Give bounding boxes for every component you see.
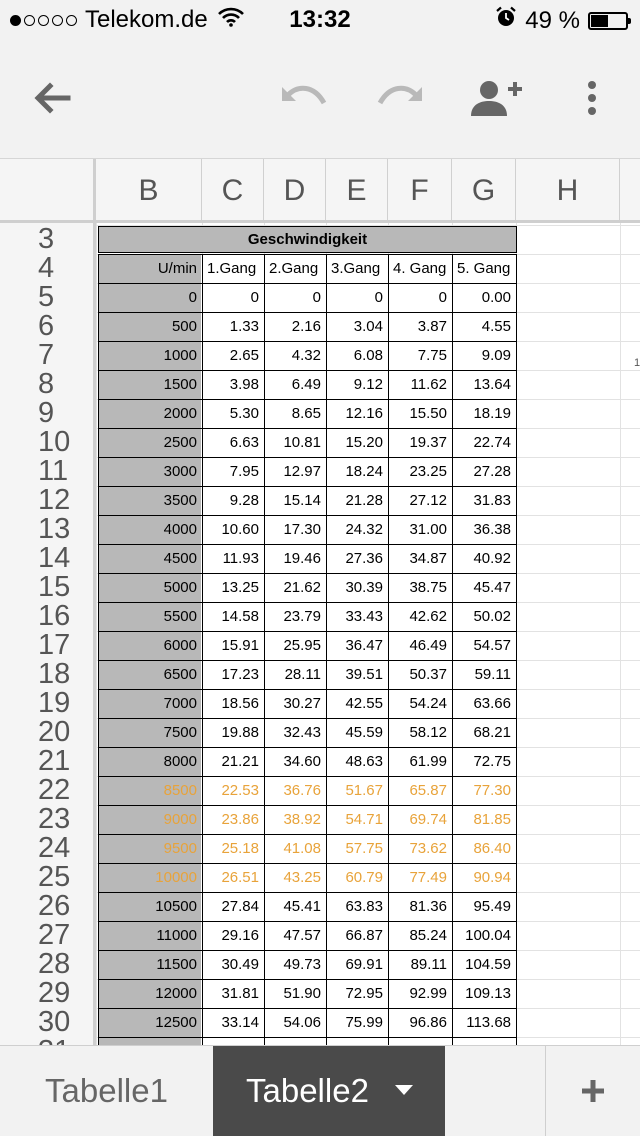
row-number: 6 bbox=[38, 310, 55, 342]
add-person-icon[interactable] bbox=[468, 70, 526, 126]
table-cell[interactable]: 9.09 bbox=[481, 347, 511, 364]
add-sheet-button[interactable] bbox=[545, 1046, 640, 1136]
table-border bbox=[98, 776, 516, 777]
row-header[interactable] bbox=[0, 747, 93, 776]
table-cell[interactable]: 42.62 bbox=[409, 608, 447, 625]
row-number: 20 bbox=[38, 716, 71, 748]
table-cell[interactable]: 13.64 bbox=[473, 376, 511, 393]
table-cell[interactable]: 32.43 bbox=[283, 724, 321, 741]
row-header[interactable] bbox=[0, 892, 93, 921]
column-header-b[interactable]: B bbox=[96, 159, 202, 220]
status-time: 13:32 bbox=[289, 6, 351, 33]
table-cell[interactable]: 36.47 bbox=[345, 637, 383, 654]
sheet-tab-tabelle2[interactable] bbox=[213, 1046, 445, 1136]
corner-cell[interactable] bbox=[0, 159, 96, 220]
table-cell[interactable]: 6500 bbox=[98, 661, 201, 689]
table-cell[interactable]: 81.36 bbox=[409, 898, 447, 915]
column-header-bar bbox=[0, 159, 640, 223]
table-cell[interactable]: 1.33 bbox=[229, 318, 259, 335]
row-number: 19 bbox=[38, 687, 71, 719]
table-cell[interactable]: 47.57 bbox=[283, 927, 321, 944]
column-header-g[interactable]: G bbox=[452, 159, 516, 220]
table-cell[interactable]: 45.41 bbox=[283, 898, 321, 915]
row-header[interactable] bbox=[0, 776, 93, 805]
table-border bbox=[98, 573, 516, 574]
table-border bbox=[98, 950, 516, 951]
row-number: 17 bbox=[38, 629, 71, 661]
row-number: 30 bbox=[38, 1006, 71, 1038]
row-header[interactable] bbox=[0, 689, 93, 718]
table-cell[interactable]: 0 bbox=[312, 289, 321, 306]
table-cell[interactable]: 15.14 bbox=[283, 492, 321, 509]
table-cell[interactable]: 50.37 bbox=[409, 666, 447, 683]
table-cell[interactable]: 19.37 bbox=[409, 434, 447, 451]
table-cell[interactable]: 5.30 bbox=[229, 405, 259, 422]
table-cell[interactable]: 29.16 bbox=[221, 927, 259, 944]
more-vert-icon[interactable] bbox=[572, 70, 612, 126]
row-number: 23 bbox=[38, 803, 71, 835]
row-header[interactable] bbox=[0, 573, 93, 602]
table-border bbox=[98, 689, 516, 690]
table-cell[interactable]: 77.30 bbox=[473, 782, 511, 799]
row-number: 5 bbox=[38, 281, 55, 313]
row-header[interactable] bbox=[0, 341, 93, 370]
table-cell[interactable]: 54.57 bbox=[473, 637, 511, 654]
row-number: 11 bbox=[38, 455, 69, 487]
table-cell[interactable]: 45.59 bbox=[345, 724, 383, 741]
table-cell[interactable]: 113.68 bbox=[466, 1014, 511, 1031]
caret-down-icon[interactable] bbox=[395, 1085, 413, 1095]
table-cell[interactable]: 60.79 bbox=[345, 869, 383, 886]
table-cell[interactable]: 7.95 bbox=[229, 463, 259, 480]
table-cell[interactable]: 9000 bbox=[98, 806, 201, 834]
row-number: 25 bbox=[38, 861, 71, 893]
row-header[interactable] bbox=[0, 370, 93, 399]
table-border bbox=[98, 631, 516, 632]
table-cell[interactable]: 21.62 bbox=[283, 579, 321, 596]
table-cell[interactable]: 31.83 bbox=[473, 492, 511, 509]
table-cell[interactable]: 46.49 bbox=[409, 637, 447, 654]
table-cell[interactable]: 3.98 bbox=[229, 376, 259, 393]
table-cell[interactable]: 72.75 bbox=[473, 753, 511, 770]
table-cell[interactable]: 1000 bbox=[98, 342, 201, 370]
row-number: 28 bbox=[38, 948, 71, 980]
table-cell[interactable]: 100.04 bbox=[465, 927, 511, 944]
table-cell[interactable]: 3.04 bbox=[353, 318, 383, 335]
table-cell[interactable]: 6.63 bbox=[229, 434, 259, 451]
row-header[interactable] bbox=[0, 602, 93, 631]
table-cell[interactable]: 26.51 bbox=[221, 869, 259, 886]
row-number: 8 bbox=[38, 368, 55, 400]
table-cell[interactable]: 51.67 bbox=[345, 782, 383, 799]
table-cell[interactable]: 77.49 bbox=[409, 869, 447, 886]
table-cell[interactable]: 15.91 bbox=[221, 637, 259, 654]
table-cell[interactable]: 30.49 bbox=[221, 956, 259, 973]
table-cell[interactable]: 10.60 bbox=[221, 521, 259, 538]
table-cell[interactable]: 12500 bbox=[98, 1009, 201, 1037]
table-cell[interactable]: 0.00 bbox=[481, 289, 511, 306]
table-cell[interactable]: 10500 bbox=[98, 893, 201, 921]
row-header[interactable] bbox=[0, 950, 93, 979]
row-number: 29 bbox=[38, 977, 71, 1009]
table-cell[interactable]: 2000 bbox=[98, 400, 201, 428]
column-header-h[interactable]: H bbox=[516, 159, 620, 220]
table-cell[interactable]: 23.25 bbox=[409, 463, 447, 480]
table-cell[interactable]: 61.99 bbox=[409, 753, 447, 770]
table-cell[interactable]: 51.90 bbox=[283, 985, 321, 1002]
table-cell[interactable]: 17.23 bbox=[221, 666, 259, 683]
table-cell[interactable]: 69.74 bbox=[409, 811, 447, 828]
table-cell[interactable]: 10000 bbox=[98, 864, 201, 892]
table-border bbox=[98, 370, 516, 371]
table-border bbox=[98, 718, 516, 719]
table-cell[interactable]: 7.75 bbox=[417, 347, 447, 364]
table-cell[interactable]: 31.81 bbox=[221, 985, 259, 1002]
table-cell[interactable]: 34.87 bbox=[409, 550, 447, 567]
table-border bbox=[98, 399, 516, 400]
row-header[interactable] bbox=[0, 863, 93, 892]
table-border bbox=[98, 1037, 516, 1038]
row-header[interactable] bbox=[0, 457, 93, 486]
table-cell[interactable]: 27.28 bbox=[473, 463, 511, 480]
row-number: 24 bbox=[38, 832, 71, 864]
table-cell[interactable]: 500 bbox=[98, 313, 201, 341]
battery-percent: 49 % bbox=[525, 6, 580, 34]
row-header[interactable] bbox=[0, 312, 93, 341]
table-cell[interactable]: 8500 bbox=[98, 777, 201, 805]
table-cell[interactable]: 19.46 bbox=[283, 550, 321, 567]
table-cell[interactable]: 42.55 bbox=[345, 695, 383, 712]
row-header[interactable] bbox=[0, 399, 93, 428]
table-cell[interactable]: 86.40 bbox=[473, 840, 511, 857]
table-header-cell[interactable]: 5. Gang bbox=[457, 260, 511, 277]
table-cell[interactable]: 63.83 bbox=[345, 898, 383, 915]
row-header[interactable] bbox=[0, 979, 93, 1008]
row-number: 21 bbox=[38, 745, 71, 777]
row-header[interactable] bbox=[0, 660, 93, 689]
table-cell[interactable]: 68.21 bbox=[473, 724, 511, 741]
table-cell[interactable]: 30.39 bbox=[345, 579, 383, 596]
row-number: 7 bbox=[38, 339, 55, 371]
row-header[interactable] bbox=[0, 834, 93, 863]
table-cell[interactable]: 22.74 bbox=[473, 434, 511, 451]
row-number: 10 bbox=[38, 426, 71, 458]
table-cell[interactable]: 38.75 bbox=[409, 579, 447, 596]
table-cell[interactable]: 12000 bbox=[98, 980, 201, 1008]
table-cell[interactable]: 1500 bbox=[98, 371, 201, 399]
table-cell[interactable]: 6.49 bbox=[291, 376, 321, 393]
table-cell[interactable]: 19.88 bbox=[221, 724, 259, 741]
table-cell[interactable]: 54.71 bbox=[345, 811, 383, 828]
table-cell[interactable]: 0 bbox=[374, 289, 383, 306]
table-cell[interactable]: 28.11 bbox=[284, 666, 321, 683]
grid-line bbox=[96, 223, 97, 1045]
status-right bbox=[495, 6, 628, 35]
table-border bbox=[98, 834, 516, 835]
table-cell[interactable]: 18.56 bbox=[221, 695, 259, 712]
undo-icon[interactable] bbox=[276, 70, 332, 126]
table-cell[interactable]: 4000 bbox=[98, 516, 201, 544]
table-cell[interactable]: 30.27 bbox=[283, 695, 321, 712]
status-bar bbox=[0, 0, 640, 40]
table-cell[interactable]: 4.55 bbox=[481, 318, 511, 335]
table-cell[interactable]: 89.11 bbox=[410, 956, 447, 973]
stray-cell-text: 1 bbox=[634, 357, 640, 369]
table-border bbox=[98, 602, 516, 603]
table-cell[interactable]: 24.32 bbox=[345, 521, 383, 538]
table-border bbox=[98, 863, 516, 864]
row-header[interactable] bbox=[0, 283, 93, 312]
row-number: 26 bbox=[38, 890, 71, 922]
table-cell[interactable]: 7000 bbox=[98, 690, 201, 718]
table-cell[interactable]: 18.19 bbox=[473, 405, 511, 422]
table-cell[interactable]: 4500 bbox=[98, 545, 201, 573]
table-cell[interactable]: 92.99 bbox=[409, 985, 447, 1002]
table-border bbox=[98, 341, 516, 342]
table-cell[interactable]: 50.02 bbox=[473, 608, 511, 625]
table-cell[interactable]: 109.13 bbox=[465, 985, 511, 1002]
table-cell[interactable]: 95.49 bbox=[473, 898, 511, 915]
table-cell[interactable]: 8000 bbox=[98, 748, 201, 776]
table-header-cell[interactable]: 4. Gang bbox=[393, 260, 447, 277]
table-cell[interactable]: 11500 bbox=[98, 951, 201, 979]
table-cell[interactable]: 0 bbox=[98, 284, 201, 312]
table-border bbox=[98, 312, 516, 313]
table-cell[interactable]: 6000 bbox=[98, 632, 201, 660]
row-header[interactable] bbox=[0, 515, 93, 544]
table-border bbox=[98, 979, 516, 980]
row-number: 22 bbox=[38, 774, 71, 806]
row-number: 3 bbox=[38, 223, 55, 255]
table-cell[interactable]: 49.73 bbox=[283, 956, 321, 973]
table-cell[interactable]: 0 bbox=[438, 289, 447, 306]
table-cell[interactable]: 10.81 bbox=[283, 434, 321, 451]
row-header[interactable] bbox=[0, 544, 93, 573]
table-cell[interactable]: 9.28 bbox=[229, 492, 259, 509]
table-cell[interactable]: 7500 bbox=[98, 719, 201, 747]
row-header[interactable] bbox=[0, 718, 93, 747]
table-cell[interactable]: 15.20 bbox=[345, 434, 383, 451]
sheet-tab-tabelle1[interactable]: Tabelle1 bbox=[45, 1072, 168, 1109]
row-number: 18 bbox=[38, 658, 71, 690]
table-cell[interactable]: 3500 bbox=[98, 487, 201, 515]
table-cell[interactable]: 23.79 bbox=[283, 608, 321, 625]
row-header-bar bbox=[0, 223, 96, 1045]
column-header-d[interactable]: D bbox=[264, 159, 326, 220]
table-border bbox=[98, 283, 516, 284]
table-cell[interactable]: 27.36 bbox=[345, 550, 383, 567]
table-border bbox=[98, 486, 516, 487]
table-cell[interactable]: 59.11 bbox=[474, 666, 511, 683]
column-header-e[interactable]: E bbox=[326, 159, 388, 220]
table-cell[interactable]: 90.94 bbox=[473, 869, 511, 886]
table-cell[interactable]: 9500 bbox=[98, 835, 201, 863]
table-header-cell[interactable]: U/min bbox=[98, 255, 201, 283]
row-number: 15 bbox=[38, 571, 71, 603]
table-border bbox=[98, 747, 516, 748]
table-cell[interactable]: 21.21 bbox=[221, 753, 259, 770]
table-cell[interactable]: 31.00 bbox=[409, 521, 447, 538]
table-border bbox=[98, 1008, 516, 1009]
row-number: 13 bbox=[38, 513, 71, 545]
table-cell[interactable]: 57.75 bbox=[345, 840, 383, 857]
table-cell[interactable]: 3.87 bbox=[417, 318, 447, 335]
table-border bbox=[98, 805, 516, 806]
table-cell[interactable]: 15.50 bbox=[409, 405, 447, 422]
table-cell[interactable]: 25.95 bbox=[283, 637, 321, 654]
table-cell[interactable]: 6.08 bbox=[353, 347, 383, 364]
table-cell[interactable]: 63.66 bbox=[473, 695, 511, 712]
table-cell[interactable]: 4.32 bbox=[291, 347, 321, 364]
table-cell[interactable]: 36.76 bbox=[283, 782, 321, 799]
table-border bbox=[98, 544, 516, 545]
table-cell[interactable]: 33.43 bbox=[345, 608, 383, 625]
table-cell[interactable]: 69.91 bbox=[345, 956, 383, 973]
row-number: 12 bbox=[38, 484, 71, 516]
table-cell[interactable]: 0 bbox=[250, 289, 259, 306]
table-cell[interactable]: 23.86 bbox=[221, 811, 259, 828]
table-header-cell[interactable]: 1.Gang bbox=[207, 260, 257, 277]
table-border bbox=[98, 921, 516, 922]
table-cell[interactable]: 34.60 bbox=[283, 753, 321, 770]
table-cell[interactable]: 9.12 bbox=[353, 376, 383, 393]
table-border bbox=[98, 515, 516, 516]
table-cell[interactable]: 75.99 bbox=[345, 1014, 383, 1031]
table-border bbox=[516, 254, 517, 1066]
table-cell[interactable]: 2.65 bbox=[229, 347, 259, 364]
table-cell[interactable]: 54.06 bbox=[283, 1014, 321, 1031]
table-cell[interactable]: 11.93 bbox=[222, 550, 259, 567]
battery-icon bbox=[588, 12, 628, 30]
table-cell[interactable]: 27.84 bbox=[221, 898, 259, 915]
table-cell[interactable]: 85.24 bbox=[409, 927, 447, 944]
grid-line bbox=[620, 223, 621, 1045]
row-number: 9 bbox=[38, 397, 55, 429]
table-cell[interactable]: 73.62 bbox=[409, 840, 447, 857]
table-cell[interactable]: 27.12 bbox=[409, 492, 447, 509]
table-cell[interactable]: 65.87 bbox=[409, 782, 447, 799]
table-cell[interactable]: 3000 bbox=[98, 458, 201, 486]
table-cell[interactable]: 8.65 bbox=[291, 405, 321, 422]
sheet-tab-label: Tabelle2 bbox=[246, 1072, 369, 1109]
table-title[interactable]: Geschwindigkeit bbox=[98, 226, 517, 253]
table-cell[interactable]: 17.30 bbox=[283, 521, 321, 538]
table-cell[interactable]: 38.92 bbox=[283, 811, 321, 828]
row-number: 4 bbox=[38, 252, 55, 284]
table-header-cell[interactable]: 3.Gang bbox=[331, 260, 381, 277]
table-cell[interactable]: 12.16 bbox=[345, 405, 383, 422]
table-cell[interactable]: 58.12 bbox=[409, 724, 447, 741]
table-cell[interactable]: 43.25 bbox=[283, 869, 321, 886]
alarm-icon bbox=[495, 6, 517, 35]
table-border bbox=[98, 428, 516, 429]
carrier-name: Telekom.de bbox=[85, 6, 208, 33]
table-cell[interactable]: 11.62 bbox=[410, 376, 447, 393]
table-border bbox=[98, 660, 516, 661]
table-cell[interactable]: 33.14 bbox=[221, 1014, 259, 1031]
table-cell[interactable]: 18.24 bbox=[345, 463, 383, 480]
column-header-f[interactable]: F bbox=[388, 159, 452, 220]
table-border bbox=[98, 457, 516, 458]
table-cell[interactable]: 36.38 bbox=[473, 521, 511, 538]
row-header[interactable] bbox=[0, 428, 93, 457]
table-border bbox=[98, 254, 516, 255]
row-header[interactable] bbox=[0, 805, 93, 834]
row-header[interactable] bbox=[0, 631, 93, 660]
table-cell[interactable]: 45.47 bbox=[473, 579, 511, 596]
table-cell[interactable]: 14.58 bbox=[221, 608, 259, 625]
table-cell[interactable]: 72.95 bbox=[345, 985, 383, 1002]
row-number: 14 bbox=[38, 542, 71, 574]
redo-icon[interactable] bbox=[372, 70, 428, 126]
table-cell[interactable]: 22.53 bbox=[221, 782, 259, 799]
row-number: 16 bbox=[38, 600, 71, 632]
sheet-tab-bar bbox=[0, 1045, 640, 1136]
table-cell[interactable]: 2.16 bbox=[291, 318, 321, 335]
table-cell[interactable]: 12.97 bbox=[283, 463, 321, 480]
table-cell[interactable]: 25.18 bbox=[221, 840, 259, 857]
back-arrow-icon[interactable] bbox=[24, 70, 80, 126]
table-border bbox=[98, 892, 516, 893]
column-header-c[interactable]: C bbox=[202, 159, 264, 220]
table-cell[interactable]: 40.92 bbox=[473, 550, 511, 567]
table-cell[interactable]: 54.24 bbox=[409, 695, 447, 712]
table-cell[interactable]: 66.87 bbox=[345, 927, 383, 944]
toolbar bbox=[0, 40, 640, 159]
row-header[interactable] bbox=[0, 254, 93, 283]
plus-icon bbox=[580, 1078, 606, 1104]
table-cell[interactable]: 5500 bbox=[98, 603, 201, 631]
table-cell[interactable]: 39.51 bbox=[345, 666, 383, 683]
row-header[interactable] bbox=[0, 225, 93, 254]
sheet-grid[interactable] bbox=[96, 223, 640, 1045]
table-header-cell[interactable]: 2.Gang bbox=[269, 260, 319, 277]
table-cell[interactable]: 48.63 bbox=[345, 753, 383, 770]
row-header[interactable] bbox=[0, 486, 93, 515]
table-cell[interactable]: 41.08 bbox=[283, 840, 321, 857]
table-cell[interactable]: 13.25 bbox=[221, 579, 259, 596]
table-cell[interactable]: 96.86 bbox=[409, 1014, 447, 1031]
table-cell[interactable]: 21.28 bbox=[345, 492, 383, 509]
row-header[interactable] bbox=[0, 1008, 93, 1037]
table-cell[interactable]: 5000 bbox=[98, 574, 201, 602]
table-cell[interactable]: 104.59 bbox=[465, 956, 511, 973]
table-cell[interactable]: 81.85 bbox=[473, 811, 511, 828]
table-cell[interactable]: 11000 bbox=[98, 922, 201, 950]
row-number: 27 bbox=[38, 919, 71, 951]
row-header[interactable] bbox=[0, 921, 93, 950]
table-cell[interactable]: 2500 bbox=[98, 429, 201, 457]
